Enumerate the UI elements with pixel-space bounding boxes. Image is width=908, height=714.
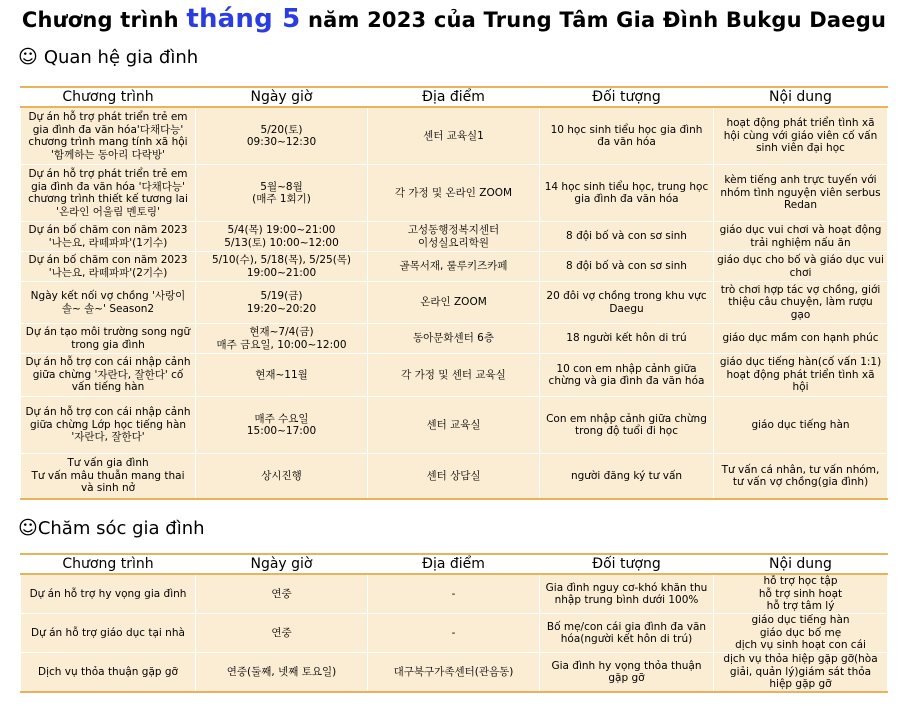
- section-heading-text: Chăm sóc gia đình: [37, 518, 205, 539]
- header-target: Đối tượng: [540, 554, 714, 574]
- section-heading-text: Quan hệ gia đình: [43, 47, 199, 68]
- cell-content: hỗ trợ học tập hỗ trợ sinh hoạt hỗ trợ tâm lý: [714, 574, 888, 614]
- cell-content: giáo dục mầm con hạnh phúc: [714, 324, 888, 354]
- header-target: Đối tượng: [540, 87, 714, 107]
- cell-target: 20 đôi vợ chồng trong khu vực Daegu: [540, 282, 714, 324]
- cell-content: giáo dục vui chơi và hoạt động trải nghiệm nấu ăn: [714, 222, 888, 252]
- cell-program: Dịch vụ thỏa thuận gặp gỡ: [21, 653, 196, 693]
- cell-program: Dự án hỗ trợ phát triển trẻ em gia đình đa văn hóa '다채다능' chương trình thiết kế tương lai '온라인 어울림 멘토링': [21, 165, 196, 222]
- cell-program: Dự án hỗ trợ con cái nhập cảnh giữa chừng '자란다, 잘한다' cố vấn tiếng hàn: [21, 354, 196, 397]
- cell-location: 센터 상담실: [368, 454, 540, 500]
- cell-content: giáo dục tiếng hàn giáo dục bố mẹ dịch vụ sinh hoạt con cái: [714, 614, 888, 653]
- cell-program: Dự án tạo môi trường song ngữ trong gia đình: [21, 324, 196, 354]
- cell-program: Ngày kết nối vợ chồng '사랑이 솔~ 솔~' Season2: [21, 282, 196, 324]
- table-row: [21, 614, 888, 653]
- cell-content: trò chơi hợp tác vợ chồng, giới thiệu câu chuyện, làm rượu gạo: [714, 282, 888, 324]
- cell-target: 8 đội bố và con sơ sinh: [540, 222, 714, 252]
- cell-program: Dự án hỗ trợ phát triển trẻ em gia đình đa văn hóa'다채다능' chương trình mang tính xã hội '함께하는 동아리 다락방': [21, 107, 196, 165]
- header-program: Chương trình: [21, 554, 196, 574]
- cell-program: Dự án bố chăm con năm 2023 '나는요, 라떼파파'(2기수): [21, 252, 196, 282]
- cell-target: 10 con em nhập cảnh giữa chừng và gia đình đa văn hóa: [540, 354, 714, 397]
- cell-datetime: 연중: [196, 614, 368, 653]
- cell-location: 각 가정 및 센터 교육실: [368, 354, 540, 397]
- table-header-row: [21, 554, 888, 574]
- table-row: [21, 222, 888, 252]
- cell-target: 8 đội bố và con sơ sinh: [540, 252, 714, 282]
- cell-location: 대구북구가족센터(관음동): [368, 653, 540, 693]
- title-prefix: Chương trình: [21, 8, 179, 32]
- cell-program: Dự án hỗ trợ giáo dục tại nhà: [21, 614, 196, 653]
- cell-datetime: 매주 수요일 15:00~17:00: [196, 397, 368, 454]
- cell-datetime: 현재~11월: [196, 354, 368, 397]
- title-suffix: năm 2023 của Trung Tâm Gia Đình Bukgu Daegu: [307, 8, 887, 32]
- cell-content: giáo dục tiếng hàn: [714, 397, 888, 454]
- cell-target: 10 học sinh tiểu học gia đình đa văn hóa: [540, 107, 714, 165]
- page-title: [0, 4, 908, 34]
- table-row: [21, 454, 888, 500]
- header-content: Nội dung: [714, 554, 888, 574]
- smiley-icon: ☺: [18, 46, 38, 68]
- cell-location: 온라인 ZOOM: [368, 282, 540, 324]
- header-location: Địa điểm: [368, 87, 540, 107]
- table-row: [21, 653, 888, 693]
- cell-datetime: 현재~7/4(금) 매주 금요일, 10:00~12:00: [196, 324, 368, 354]
- header-content: Nội dung: [714, 87, 888, 107]
- cell-content: giáo dục tiếng hàn(cố vấn 1:1) hoạt động phát triển tình xã hội: [714, 354, 888, 397]
- cell-content: giáo dục cho bố và giáo dục vui chơi: [714, 252, 888, 282]
- smiley-icon: ☺: [18, 517, 38, 539]
- table-row: [21, 354, 888, 397]
- cell-datetime: 5월~8월 (매주 1회기): [196, 165, 368, 222]
- cell-content: hoạt động phát triển tình xã hội cùng với giáo viên cố vấn sinh viên đại học: [714, 107, 888, 165]
- cell-datetime: 5/10(수), 5/18(목), 5/25(목) 19:00~21:00: [196, 252, 368, 282]
- family-care-table: [20, 553, 888, 693]
- title-month: tháng 5: [186, 4, 301, 34]
- cell-content: kèm tiếng anh trực tuyến với nhóm tình nguyện viên serbus Redan: [714, 165, 888, 222]
- cell-program: Dự án hỗ trợ con cái nhập cảnh giữa chừng Lớp học tiếng hàn '자란다, 잘한다': [21, 397, 196, 454]
- table-row: [21, 397, 888, 454]
- table-row: [21, 165, 888, 222]
- header-datetime: Ngày giờ: [196, 554, 368, 574]
- cell-location: 센터 교육실1: [368, 107, 540, 165]
- header-datetime: Ngày giờ: [196, 87, 368, 107]
- table-row: [21, 324, 888, 354]
- cell-location: -: [368, 614, 540, 653]
- cell-location: 각 가정 및 온라인 ZOOM: [368, 165, 540, 222]
- cell-datetime: 연중(둘째, 넷째 토요일): [196, 653, 368, 693]
- family-relations-table: [20, 86, 888, 500]
- cell-content: dịch vụ thỏa hiệp gặp gỡ(hòa giải, quản lý)giám sát thỏa hiệp gặp gỡ: [714, 653, 888, 693]
- cell-datetime: 상시진행: [196, 454, 368, 500]
- cell-location: 동아문화센터 6층: [368, 324, 540, 354]
- cell-target: Bố mẹ/con cái gia đình đa văn hóa(người kết hôn di trú): [540, 614, 714, 653]
- cell-target: Gia đình nguy cơ-khó khăn thu nhập trung bình dưới 100%: [540, 574, 714, 614]
- cell-location: -: [368, 574, 540, 614]
- cell-program: Dự án bố chăm con năm 2023 '나는요, 라떼파파'(1기수): [21, 222, 196, 252]
- cell-program: Dự án hỗ trợ hy vọng gia đình: [21, 574, 196, 614]
- cell-location: 골목서재, 룰루키즈카페: [368, 252, 540, 282]
- cell-datetime: 5/20(토) 09:30~12:30: [196, 107, 368, 165]
- cell-content: Tư vấn cá nhân, tư vấn nhóm, tư vấn vợ chồng(gia đình): [714, 454, 888, 500]
- table-row: [21, 107, 888, 165]
- cell-location: 센터 교육실: [368, 397, 540, 454]
- cell-program: Tư vấn gia đình Tư vấn mâu thuẫn mang thai và sinh nở: [21, 454, 196, 500]
- cell-datetime: 5/4(목) 19:00~21:00 5/13(토) 10:00~12:00: [196, 222, 368, 252]
- cell-target: Gia đình hy vọng thỏa thuận gặp gỡ: [540, 653, 714, 693]
- cell-target: Con em nhập cảnh giữa chừng trong độ tuổi đi học: [540, 397, 714, 454]
- cell-target: 18 người kết hôn di trú: [540, 324, 714, 354]
- table-row: [21, 252, 888, 282]
- section-heading-family-relations: [18, 46, 198, 68]
- cell-datetime: 연중: [196, 574, 368, 614]
- header-program: Chương trình: [21, 87, 196, 107]
- cell-location: 고성동행정복지센터 이성실요리학원: [368, 222, 540, 252]
- cell-target: 14 học sinh tiểu học, trung học gia đình đa văn hóa: [540, 165, 714, 222]
- header-location: Địa điểm: [368, 554, 540, 574]
- section-heading-family-care: [18, 517, 205, 539]
- table-row: [21, 574, 888, 614]
- cell-datetime: 5/19(금) 19:20~20:20: [196, 282, 368, 324]
- table-row: [21, 282, 888, 324]
- table-header-row: [21, 87, 888, 107]
- cell-target: người đăng ký tư vấn: [540, 454, 714, 500]
